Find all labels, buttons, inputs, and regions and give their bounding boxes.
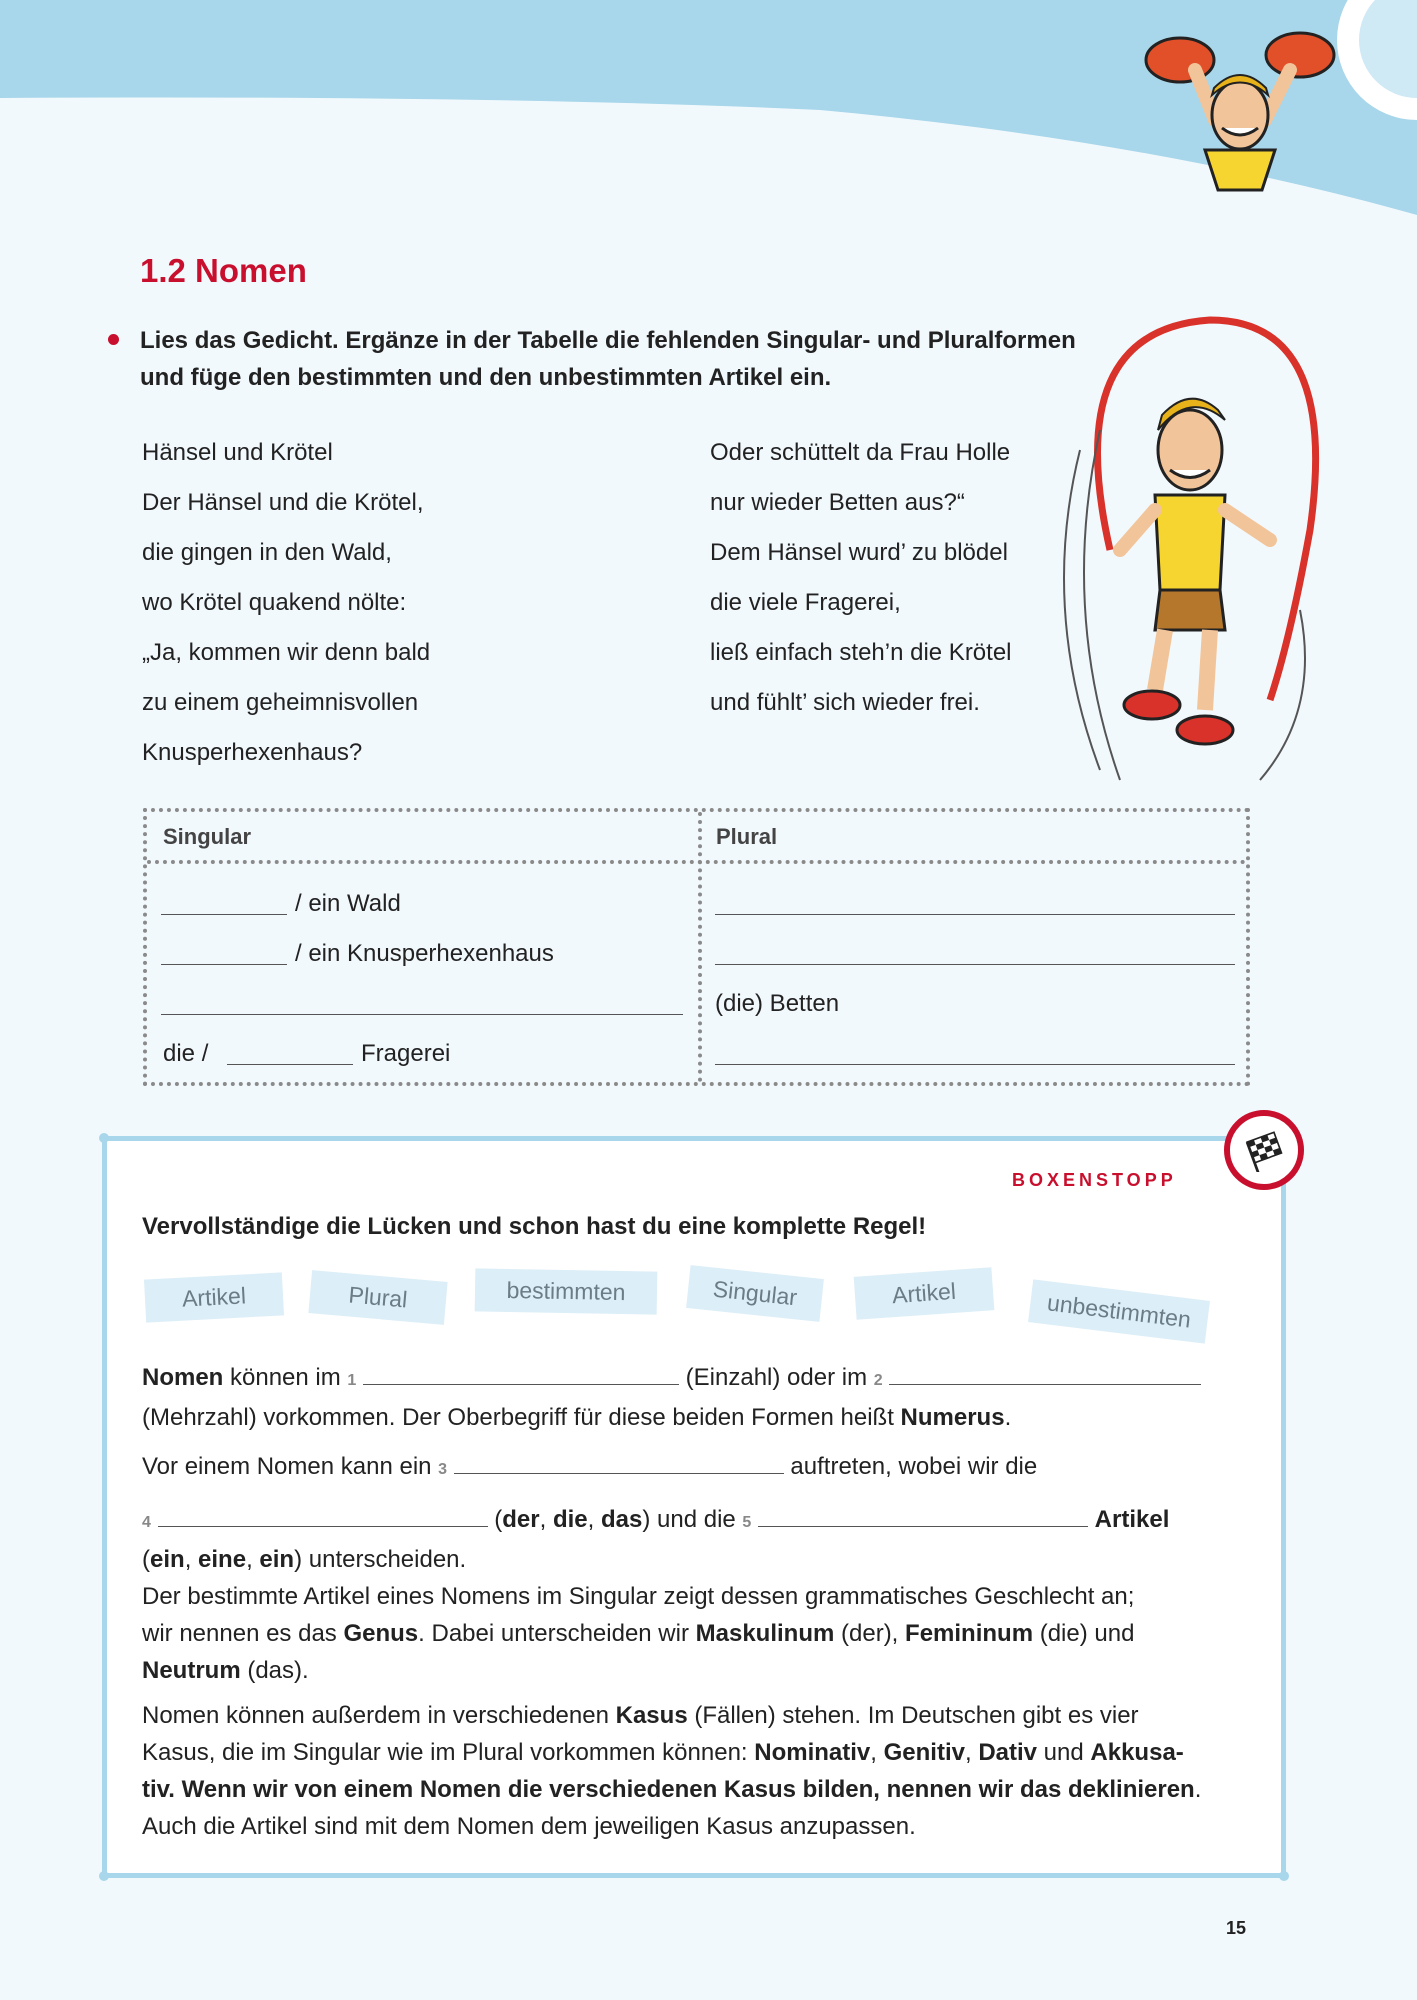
table-cell-singular-1: / ein Wald: [295, 890, 401, 917]
table-cell-singular-4-prefix: die /: [163, 1040, 209, 1067]
task-instruction: [140, 322, 1140, 396]
page-number: 15: [1226, 1918, 1247, 1938]
poem-line: die gingen in den Wald,: [142, 539, 392, 566]
gap-line[interactable]: [715, 1064, 1235, 1065]
table-cell-singular-2: / ein Knusperhexenhaus: [295, 940, 554, 967]
gap-4[interactable]: [158, 1508, 488, 1527]
singular-plural-table: [143, 808, 1250, 1086]
checkered-flag-icon: [1224, 1110, 1304, 1190]
rule-paragraph-3: Nomen können außerdem in verschiedenen Kasus (Fällen) stehen. Im Deutschen gibt es vier Kasus, die im Singular wie im Plural vorkommen können: Nominativ, Genitiv, Dativ und Akkusa- tiv. Wenn wir von einem Nomen die verschiedenen Kasus bilden, nennen wir das deklinieren. Auch die Artikel sind mit dem Nomen dem jeweiligen Kasus anzupassen.: [142, 1702, 1202, 1840]
gap-line[interactable]: [715, 964, 1235, 965]
poem-line: nur wieder Betten aus?“: [710, 489, 965, 516]
rule-paragraph-2: Vor einem Nomen kann ein 3 auftreten, wobei wir die 4 (der, die, das) und die 5 Artikel (ein, eine, ein) unterscheiden. Der bestimmte Artikel eines Nomens im Singular zeigt dessen grammatisches Geschlecht an; wir nennen es das Genus. Dabei unterscheiden wir Maskulinum (der), Femininum (die) und Neutrum (das).: [142, 1453, 1170, 1684]
gap-line[interactable]: [227, 1064, 353, 1065]
poem-line: Hänsel und Krötel: [142, 439, 333, 466]
gap-line[interactable]: [161, 914, 287, 915]
word-card[interactable]: Singular: [686, 1265, 824, 1322]
table-header-singular: Singular: [163, 824, 252, 849]
poem-line: „Ja, kommen wir denn bald: [142, 639, 431, 666]
section-title: 1.2 Nomen: [140, 252, 307, 289]
poem-line: zu einem geheimnisvollen: [142, 689, 419, 716]
poem-line: Knusperhexenhaus?: [142, 739, 363, 766]
gap-1[interactable]: [363, 1366, 679, 1385]
poem-line: Dem Hänsel wurd’ zu blödel: [710, 539, 1008, 566]
jump-rope-athlete-illustration: [1040, 310, 1340, 790]
word-card[interactable]: Artikel: [144, 1272, 284, 1322]
gap-line[interactable]: [715, 914, 1235, 915]
word-card[interactable]: Artikel: [854, 1267, 995, 1320]
task-line-1: Lies das Gedicht. Ergänze in der Tabelle die fehlenden Singular- und Pluralformen: [140, 327, 1076, 354]
boxenstopp-label: BOXENSTOPP: [1012, 1170, 1177, 1190]
task-bullet: [108, 334, 119, 345]
task-line-2: und füge den bestimmten und den unbestimmten Artikel ein.: [140, 364, 832, 391]
gap-line[interactable]: [161, 964, 287, 965]
poem-line: die viele Fragerei,: [710, 589, 901, 616]
gap-2[interactable]: [889, 1366, 1201, 1385]
gap-3[interactable]: [454, 1455, 784, 1474]
poem-left-column: [142, 428, 702, 778]
rule-paragraph-1: Nomen können im 1 (Einzahl) oder im 2 (Mehrzahl) vorkommen. Der Oberbegriff für diese beiden Formen heißt Numerus.: [142, 1359, 1262, 1436]
poem-right-column: [710, 428, 1070, 728]
poem-line: wo Krötel quakend nölte:: [142, 589, 407, 616]
word-card[interactable]: Plural: [308, 1270, 447, 1325]
boxenstopp-instruction: Vervollständige die Lücken und schon hast du eine komplette Regel!: [142, 1213, 927, 1240]
word-card[interactable]: unbestimmten: [1028, 1279, 1210, 1343]
poem-line: Der Hänsel und die Krötel,: [142, 489, 424, 516]
gap-5[interactable]: [758, 1508, 1088, 1527]
gap-line[interactable]: [161, 1014, 683, 1015]
poem-line: Oder schüttelt da Frau Holle: [710, 439, 1011, 466]
word-card[interactable]: bestimmten: [475, 1268, 658, 1314]
poem-line: und fühlt’ sich wieder frei.: [710, 689, 980, 716]
table-cell-plural-3: (die) Betten: [715, 990, 840, 1017]
poem-line: ließ einfach steh’n die Krötel: [710, 639, 1012, 666]
header-wave: [0, 0, 1417, 240]
table-header-plural: Plural: [716, 824, 778, 849]
table-cell-singular-4-suffix: Fragerei: [361, 1040, 451, 1067]
